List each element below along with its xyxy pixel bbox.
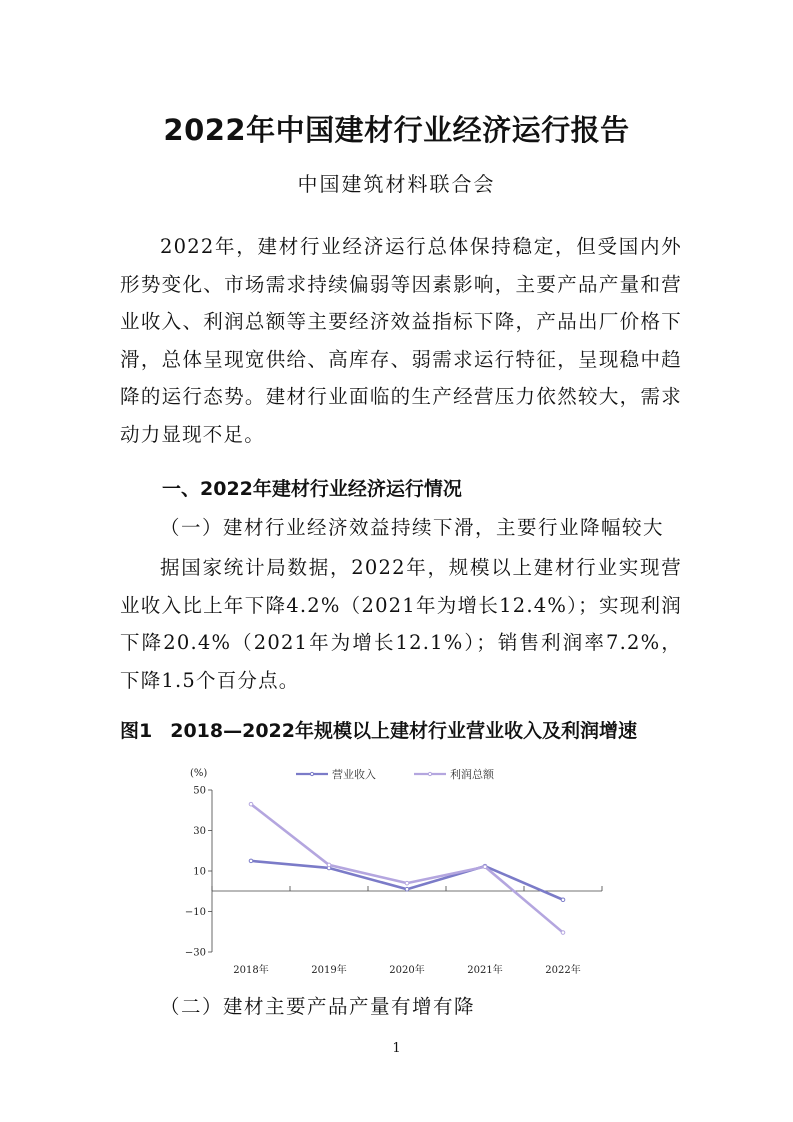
data-point — [249, 802, 253, 806]
series-line-2 — [251, 804, 563, 932]
document-author: 中国建筑材料联合会 — [297, 172, 496, 196]
figure-caption — [120, 716, 637, 743]
legend-label: 营业收入 — [332, 768, 376, 781]
x-tick-label: 2020年 — [389, 965, 425, 976]
y-tick-label: 30 — [193, 826, 206, 837]
y-axis — [185, 786, 212, 959]
chart-legend — [296, 767, 495, 781]
subsection-2-heading: （二）建材主要产品产量有增有降 — [160, 995, 476, 1018]
data-point — [327, 863, 331, 867]
figure-number: 图1 — [120, 720, 153, 742]
figure-title: 2018—2022年规模以上建材行业营业收入及利润增速 — [170, 720, 637, 742]
data-point — [561, 898, 565, 902]
data-point — [483, 865, 487, 869]
y-unit-label: (%) — [190, 768, 208, 779]
chart-series — [249, 802, 565, 934]
y-tick-label: −30 — [184, 947, 206, 959]
y-tick-label: −10 — [184, 907, 206, 918]
data-point — [405, 887, 409, 891]
legend-marker — [310, 772, 313, 775]
x-axis — [212, 886, 602, 976]
x-tick-label: 2021年 — [467, 965, 503, 976]
data-point — [561, 931, 565, 935]
document-title: 2022年中国建材行业经济运行报告 — [163, 113, 630, 147]
legend-marker — [428, 772, 431, 775]
growth-line-chart — [176, 760, 616, 985]
y-tick-label: 50 — [193, 785, 206, 797]
y-tick-label: 10 — [193, 866, 206, 878]
x-tick-label: 2019年 — [311, 965, 347, 976]
section-1-heading: 一、2022年建材行业经济运行情况 — [162, 478, 462, 500]
data-point — [405, 881, 409, 885]
page-number: 1 — [392, 1041, 401, 1056]
x-tick-label: 2018年 — [233, 965, 269, 976]
intro-paragraph: 2022年，建材行业经济运行总体保持稳定，但受国内外形势变化、市场需求持续偏弱等因素影响，主要产品产量和营业收入、利润总额等主要经济效益指标下降，产品出厂价格下滑，总体呈现宽供给、高库存、弱需求运行特征，呈现稳中趋降的运行态势。建材行业面临的生产经营压力依然较大，需求动力显现不足。 — [120, 235, 682, 446]
subsection-1-heading: （一）建材行业经济效益持续下滑，主要行业降幅较大 — [160, 516, 665, 539]
legend-label: 利润总额 — [450, 768, 494, 781]
data-point — [249, 859, 253, 863]
x-tick-label: 2022年 — [545, 965, 581, 976]
subsection-1-body: 据国家统计局数据，2022年，规模以上建材行业实现营业收入比上年下降4.2%（2021年为增长12.4%）；实现利润下降20.4%（2021年为增长12.1%）；销售利润率7.2%，下降1.5个百分点。 — [120, 556, 682, 692]
